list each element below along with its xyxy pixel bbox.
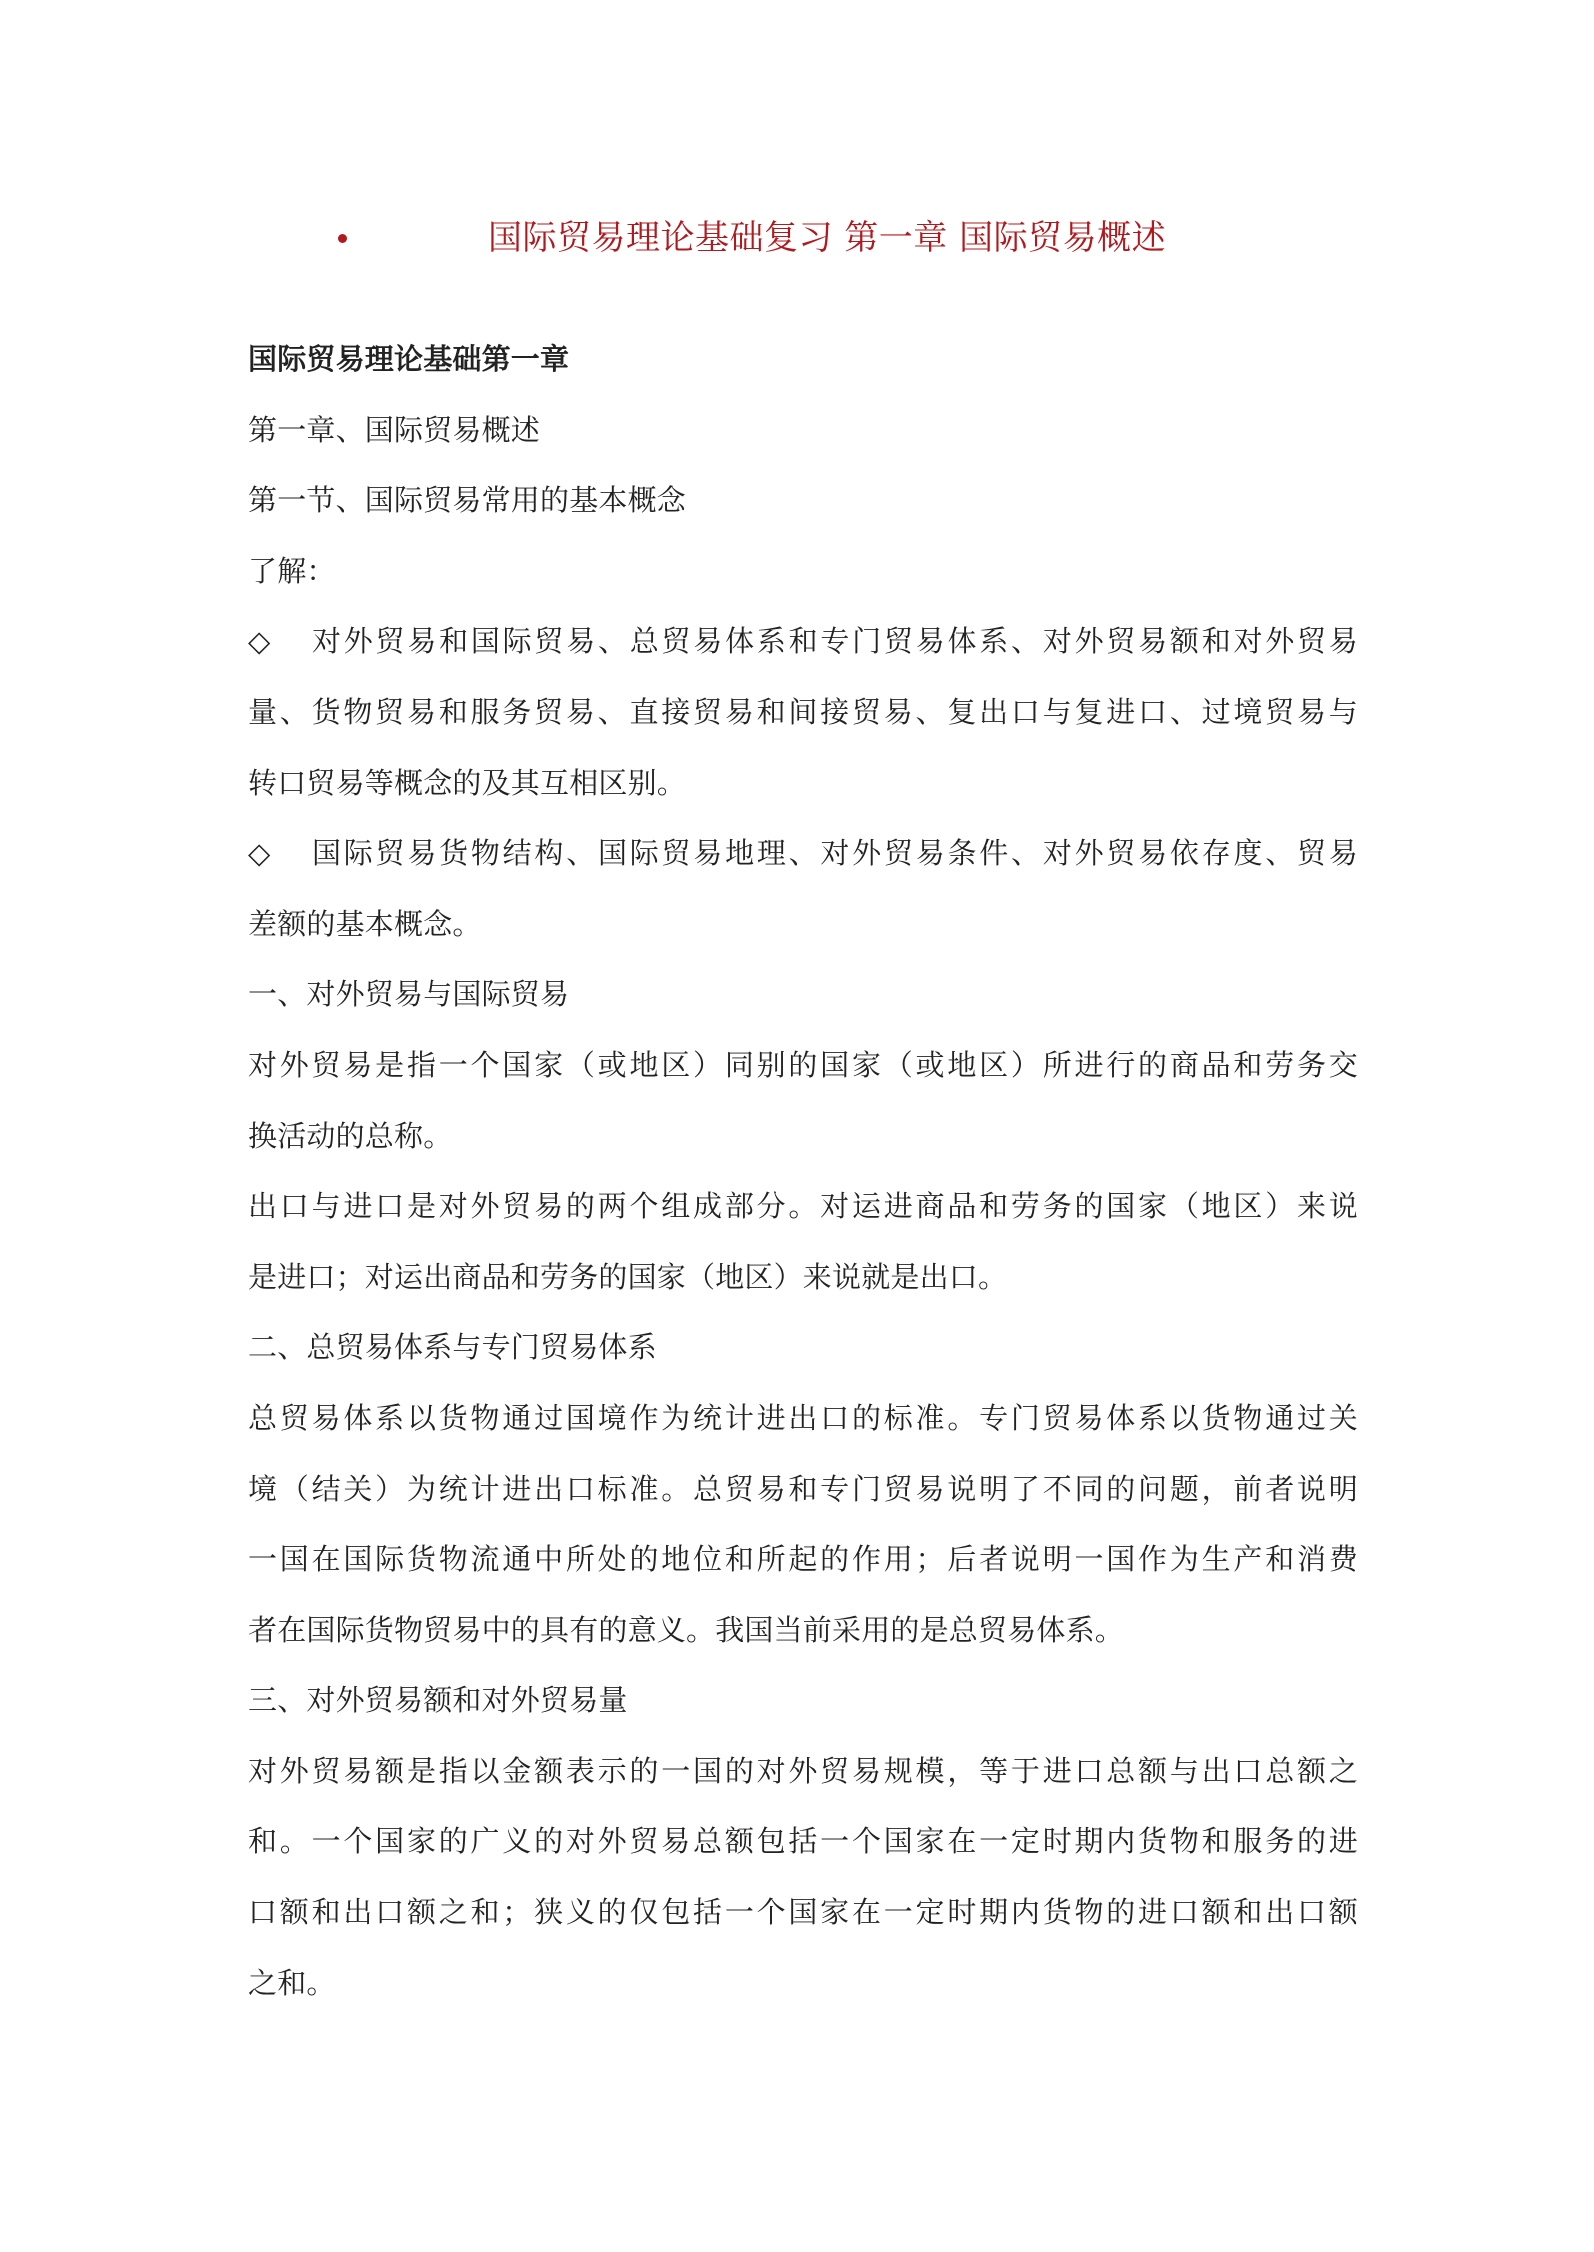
text-line: 了解： (248, 553, 336, 588)
text-line: 对外贸易是指一个国家（或地区）同别的国家（或地区）所进行的商品和劳务交 (248, 1047, 1358, 1082)
text-line: 换活动的总称。 (248, 1118, 453, 1153)
text-line: 是进口；对运出商品和劳务的国家（地区）来说就是出口。 (248, 1259, 1008, 1294)
text-line: 第一节、国际贸易常用的基本概念 (248, 483, 687, 518)
text-line: 总贸易体系以货物通过国境作为统计进出口的标准。专门贸易体系以货物通过关 (248, 1400, 1358, 1435)
text-line (248, 818, 1358, 889)
section-heading: 国际贸易理论基础第一章 (248, 342, 570, 376)
text-line: 一、对外贸易与国际贸易 (248, 977, 570, 1012)
text-line: 之和。 (248, 1965, 336, 2000)
text-line: 量、货物贸易和服务贸易、直接贸易和间接贸易、复出口与复进口、过境贸易与 (248, 694, 1358, 729)
title-row (0, 208, 1594, 268)
document-title: 国际贸易理论基础复习 第一章 国际贸易概述 (488, 218, 1167, 258)
text-line: 对外贸易额是指以金额表示的一国的对外贸易规模，等于进口总额与出口总额之 (248, 1753, 1358, 1788)
text-line: 和。一个国家的广义的对外贸易总额包括一个国家在一定时期内货物和服务的进 (248, 1824, 1358, 1859)
bullet-text: 对外贸易和国际贸易、总贸易体系和专门贸易体系、对外贸易额和对外贸易 (312, 624, 1358, 659)
text-line: 者在国际货物贸易中的具有的意义。我国当前采用的是总贸易体系。 (248, 1612, 1125, 1647)
text-line: 差额的基本概念。 (248, 906, 482, 941)
text-line: 第一章、国际贸易概述 (248, 412, 541, 447)
text-line: 一国在国际货物流通中所处的地位和所起的作用；后者说明一国作为生产和消费 (248, 1542, 1358, 1577)
text-line: 三、对外贸易额和对外贸易量 (248, 1683, 628, 1718)
text-line (248, 606, 1358, 677)
document-body (248, 324, 1358, 2018)
text-line: 口额和出口额之和；狭义的仅包括一个国家在一定时期内货物的进口额和出口额 (248, 1895, 1358, 1930)
text-line: 境（结关）为统计进出口标准。总贸易和专门贸易说明了不同的问题，前者说明 (248, 1471, 1358, 1506)
text-line: 出口与进口是对外贸易的两个组成部分。对运进商品和劳务的国家（地区）来说 (248, 1189, 1358, 1224)
diamond-bullet-icon: ◇ (248, 836, 271, 871)
text-line: 二、总贸易体系与专门贸易体系 (248, 1330, 657, 1365)
bullet-text: 国际贸易货物结构、国际贸易地理、对外贸易条件、对外贸易依存度、贸易 (312, 836, 1358, 871)
title-bullet (338, 234, 347, 243)
text-line: 转口贸易等概念的及其互相区别。 (248, 765, 687, 800)
diamond-bullet-icon: ◇ (248, 624, 271, 659)
